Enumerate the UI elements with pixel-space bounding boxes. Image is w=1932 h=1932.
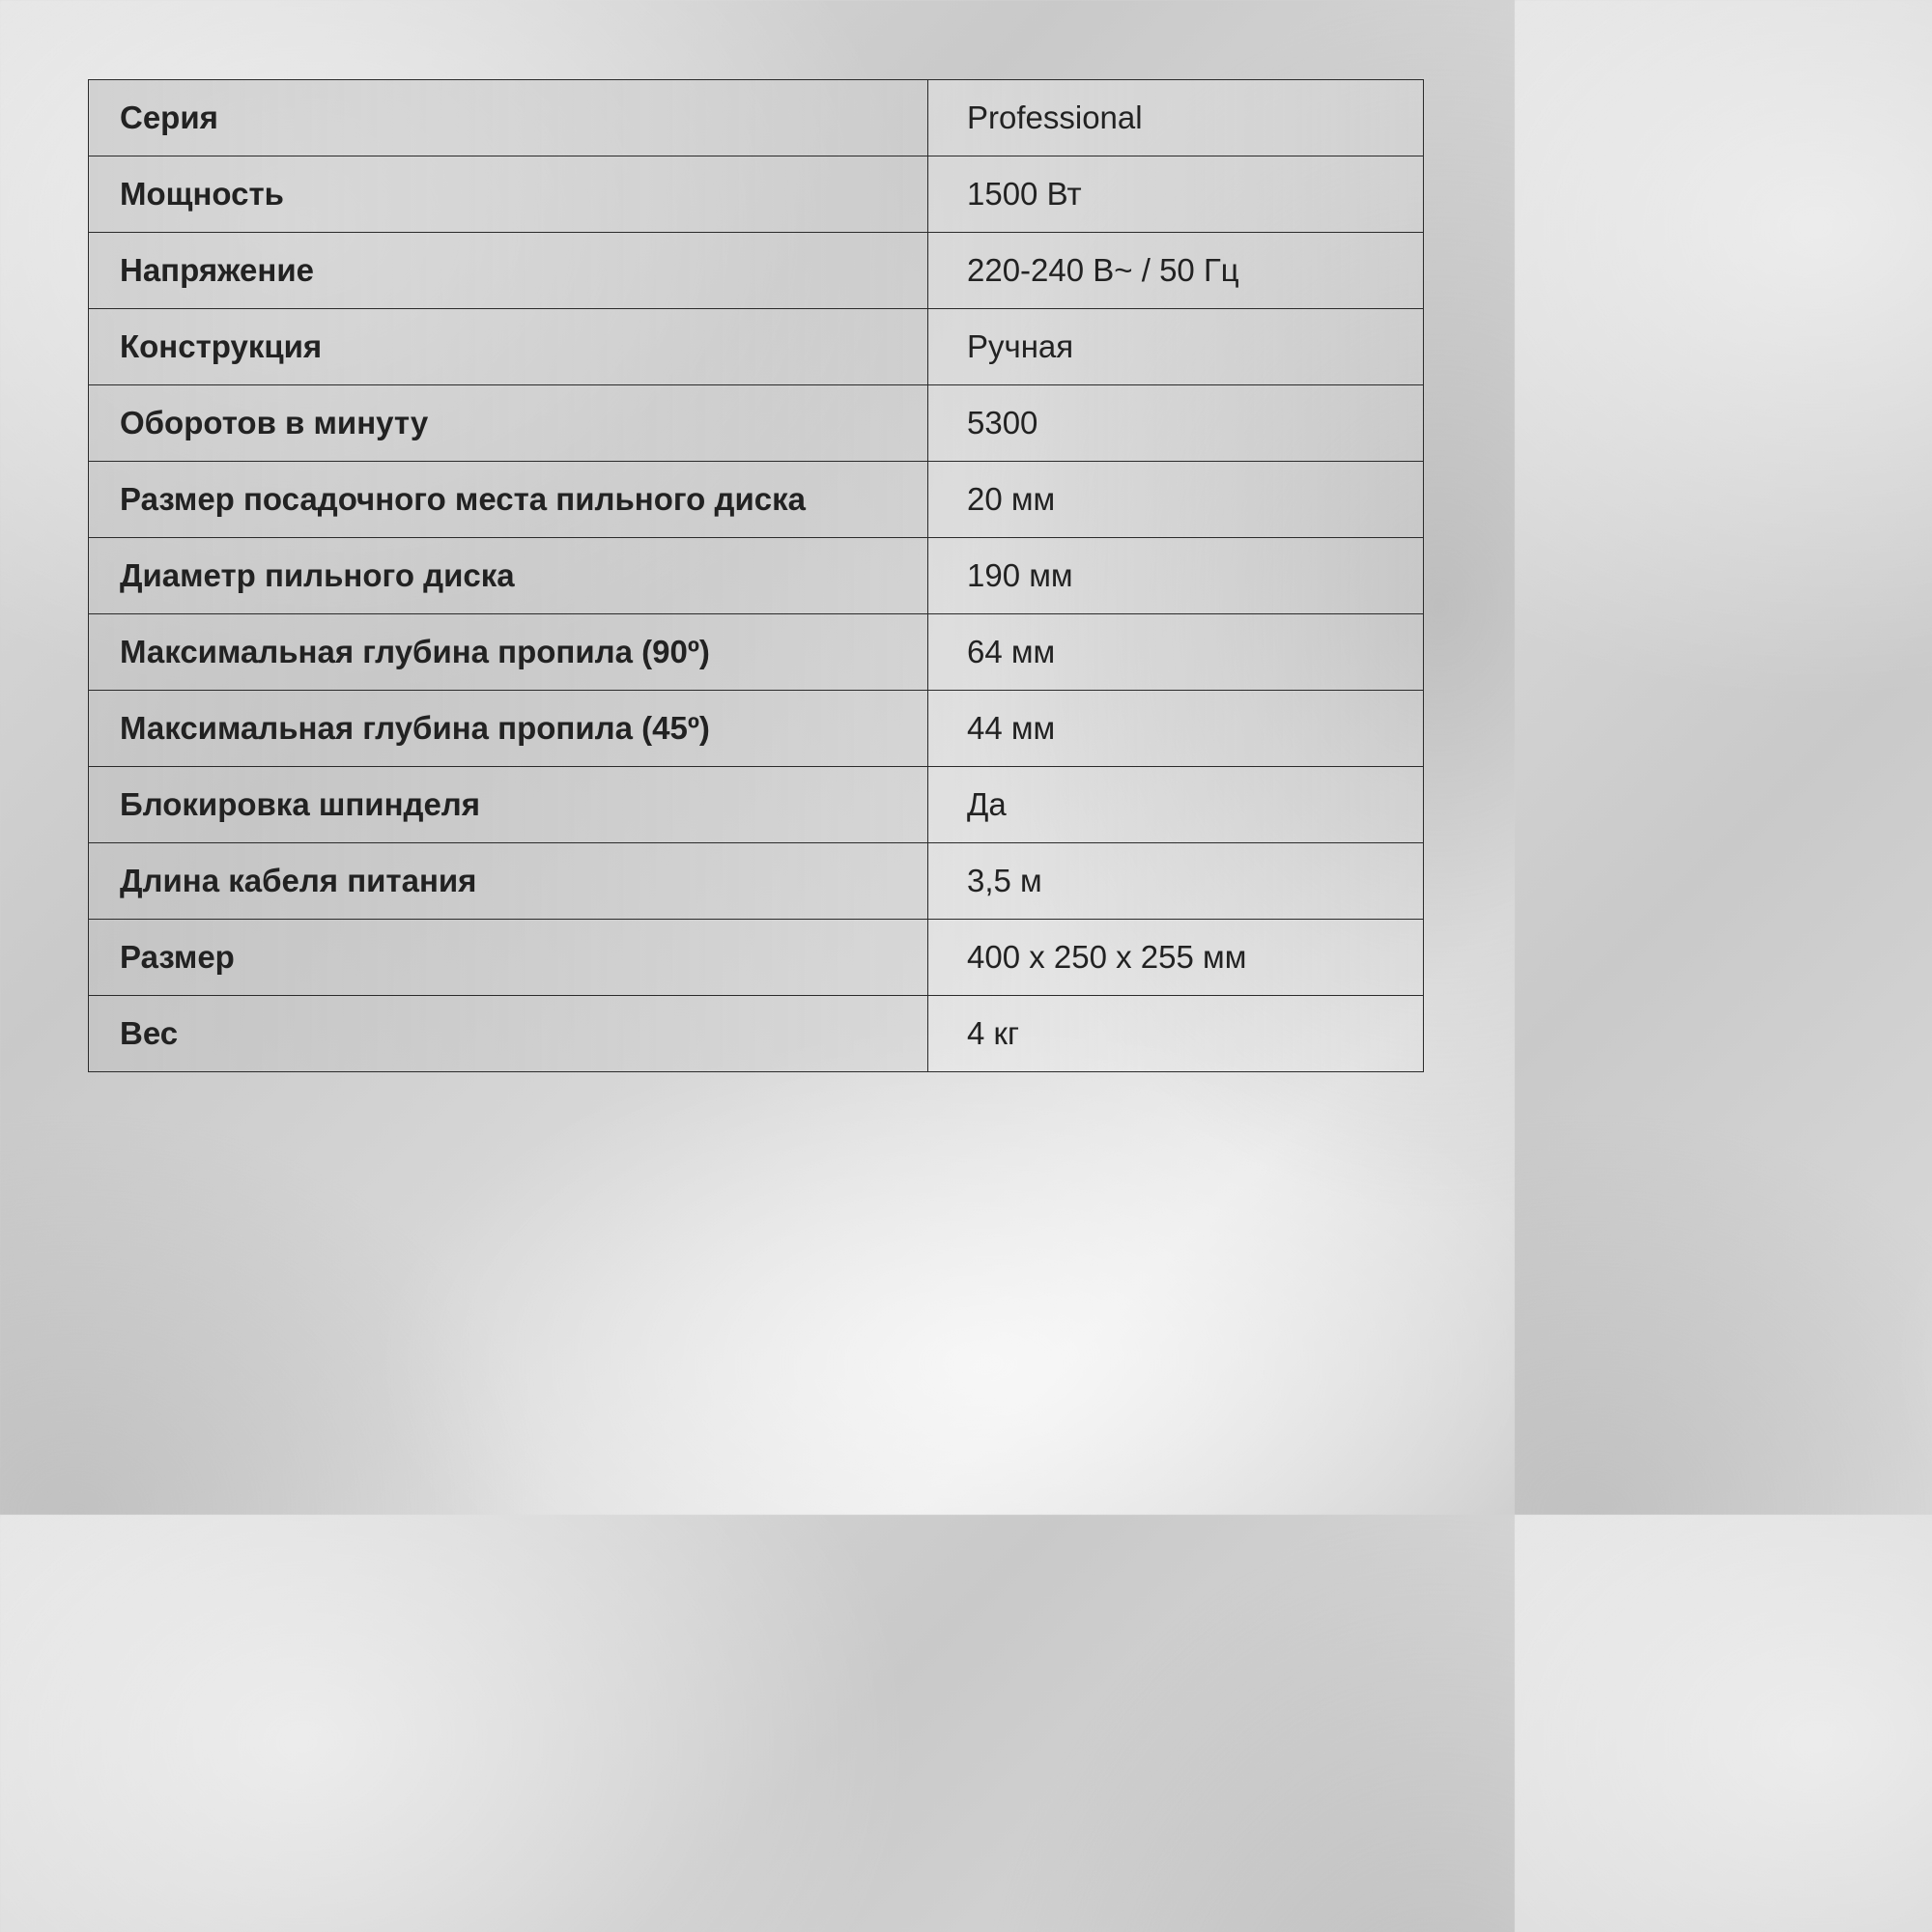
spec-label: Мощность [89,156,928,233]
spec-row-spindle-lock [89,767,1424,843]
spec-value: 5300 [928,385,1424,462]
spec-value: Professional [928,80,1424,156]
spec-label: Блокировка шпинделя [89,767,928,843]
spec-row-series [89,80,1424,156]
spec-row-voltage [89,233,1424,309]
spec-value: 3,5 м [928,843,1424,920]
spec-value: 1500 Вт [928,156,1424,233]
spec-label: Напряжение [89,233,928,309]
spec-value: 44 мм [928,691,1424,767]
spec-label: Максимальная глубина пропила (45º) [89,691,928,767]
spec-row-arbor-size [89,462,1424,538]
spec-label: Размер [89,920,928,996]
spec-table [88,79,1424,1072]
spec-label: Конструкция [89,309,928,385]
spec-value: 400 х 250 х 255 мм [928,920,1424,996]
spec-row-cable-length [89,843,1424,920]
spec-row-construction [89,309,1424,385]
spec-label: Длина кабеля питания [89,843,928,920]
spec-row-cut-depth-45 [89,691,1424,767]
spec-value: 220-240 В~ / 50 Гц [928,233,1424,309]
spec-label: Оборотов в минуту [89,385,928,462]
spec-row-power [89,156,1424,233]
spec-label: Серия [89,80,928,156]
spec-value: Ручная [928,309,1424,385]
spec-row-dimensions [89,920,1424,996]
spec-row-weight [89,996,1424,1072]
spec-row-blade-diameter [89,538,1424,614]
spec-row-rpm [89,385,1424,462]
spec-label: Размер посадочного места пильного диска [89,462,928,538]
spec-label: Максимальная глубина пропила (90º) [89,614,928,691]
spec-value: 20 мм [928,462,1424,538]
spec-value: Да [928,767,1424,843]
spec-row-cut-depth-90 [89,614,1424,691]
spec-value: 4 кг [928,996,1424,1072]
spec-value: 64 мм [928,614,1424,691]
spec-label: Диаметр пильного диска [89,538,928,614]
spec-label: Вес [89,996,928,1072]
spec-value: 190 мм [928,538,1424,614]
